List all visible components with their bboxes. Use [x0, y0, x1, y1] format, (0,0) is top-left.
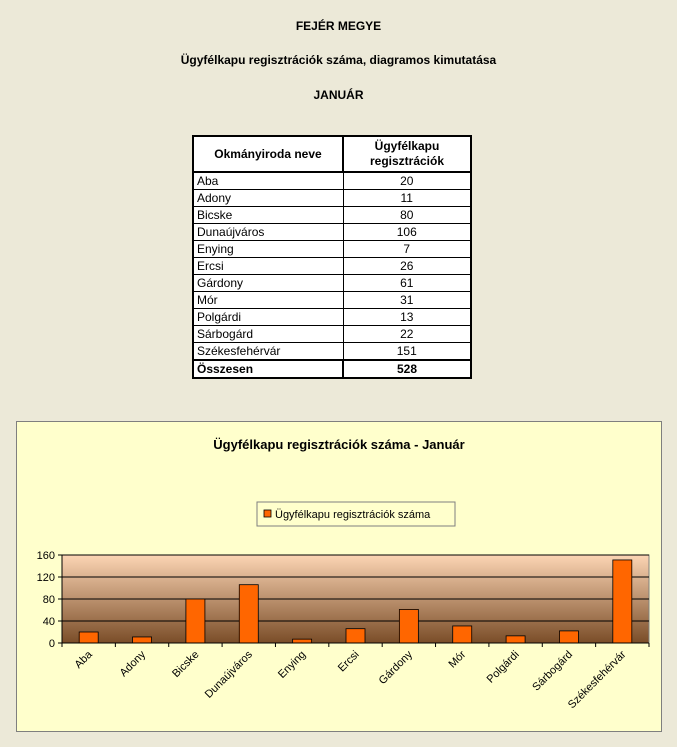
bar-sárbogárd [559, 631, 578, 643]
table-row [193, 343, 471, 361]
bar-chart [17, 422, 661, 731]
x-tick-labels [72, 648, 628, 711]
table-row [193, 326, 471, 343]
bar-ercsi [346, 629, 365, 643]
x-tick-label: Enying [275, 648, 309, 681]
registration-count: 80 [343, 207, 471, 224]
office-name: Polgárdi [193, 309, 343, 326]
bar-bicske [186, 599, 205, 643]
registration-count: 26 [343, 258, 471, 275]
office-name: Gárdony [193, 275, 343, 292]
legend-swatch [264, 510, 271, 517]
y-tick-labels [37, 550, 55, 650]
x-tick-label: Adony [117, 648, 149, 680]
office-name: Sárbogárd [193, 326, 343, 343]
x-tick-label: Mór [446, 648, 469, 671]
registration-count: 20 [343, 172, 471, 190]
month-title: JANUÁR [313, 88, 364, 102]
x-tick-label: Ercsi [335, 648, 362, 675]
office-name: Aba [193, 172, 343, 190]
x-tick-label: Aba [72, 648, 95, 671]
x-tick-label: Sárbogárd [530, 648, 576, 694]
column-header-registrations [343, 136, 471, 172]
y-tick-label: 0 [48, 638, 55, 650]
bar-polgárdi [506, 636, 525, 643]
table-row [193, 190, 471, 207]
office-name: Enying [193, 241, 343, 258]
bar-enying [293, 639, 312, 643]
report-subtitle: Ügyfélkapu regisztrációk száma, diagramos kimutatása [180, 53, 497, 67]
table-total-row [193, 360, 471, 378]
bar-székesfehérvár [613, 560, 632, 643]
y-tick-label: 120 [36, 572, 55, 584]
registration-count: 31 [343, 292, 471, 309]
column-header-line1: Ügyfélkapu [374, 139, 440, 153]
table-row [193, 241, 471, 258]
chart-area [16, 421, 662, 732]
office-name: Adony [193, 190, 343, 207]
table-row [193, 207, 471, 224]
y-tick-label: 40 [42, 616, 55, 628]
table-body [193, 172, 471, 360]
office-name: Mór [193, 292, 343, 309]
registration-table [192, 135, 472, 379]
total-value: 528 [343, 360, 471, 378]
chart-title: Ügyfélkapu regisztrációk száma - Január [213, 437, 465, 452]
registration-count: 11 [343, 190, 471, 207]
x-tick-label: Dunaújváros [202, 648, 255, 701]
office-name: Bicske [193, 207, 343, 224]
bar-adony [133, 637, 152, 643]
y-tick-label: 80 [42, 594, 55, 606]
table-row [193, 292, 471, 309]
x-tick-label: Polgárdi [484, 648, 522, 686]
registration-count: 61 [343, 275, 471, 292]
legend-label: Ügyfélkapu regisztrációk száma [275, 509, 431, 521]
bar-dunaújváros [239, 585, 258, 643]
registration-count: 7 [343, 241, 471, 258]
total-label: Összesen [193, 360, 343, 378]
office-name: Dunaújváros [193, 224, 343, 241]
table-row [193, 224, 471, 241]
registration-count: 151 [343, 343, 471, 361]
x-tick-label: Székesfehérvár [565, 648, 629, 712]
table-header-row [193, 136, 471, 172]
office-name: Székesfehérvár [193, 343, 343, 361]
bar-gárdony [399, 609, 418, 643]
registration-count: 106 [343, 224, 471, 241]
column-header-office: Okmányiroda neve [193, 136, 343, 172]
column-header-line2: regisztrációk [369, 154, 445, 168]
chart-legend [257, 502, 455, 526]
table-row [193, 275, 471, 292]
table-row [193, 172, 471, 190]
bar-mór [453, 626, 472, 643]
registration-count: 13 [343, 309, 471, 326]
registration-count: 22 [343, 326, 471, 343]
table-row [193, 309, 471, 326]
x-tick-label: Gárdony [376, 648, 415, 687]
y-tick-label: 160 [36, 550, 55, 562]
x-tick-label: Bicske [170, 648, 202, 681]
bar-aba [79, 632, 98, 643]
office-name: Ercsi [193, 258, 343, 275]
table-row [193, 258, 471, 275]
county-title: FEJÉR MEGYE [295, 19, 382, 33]
